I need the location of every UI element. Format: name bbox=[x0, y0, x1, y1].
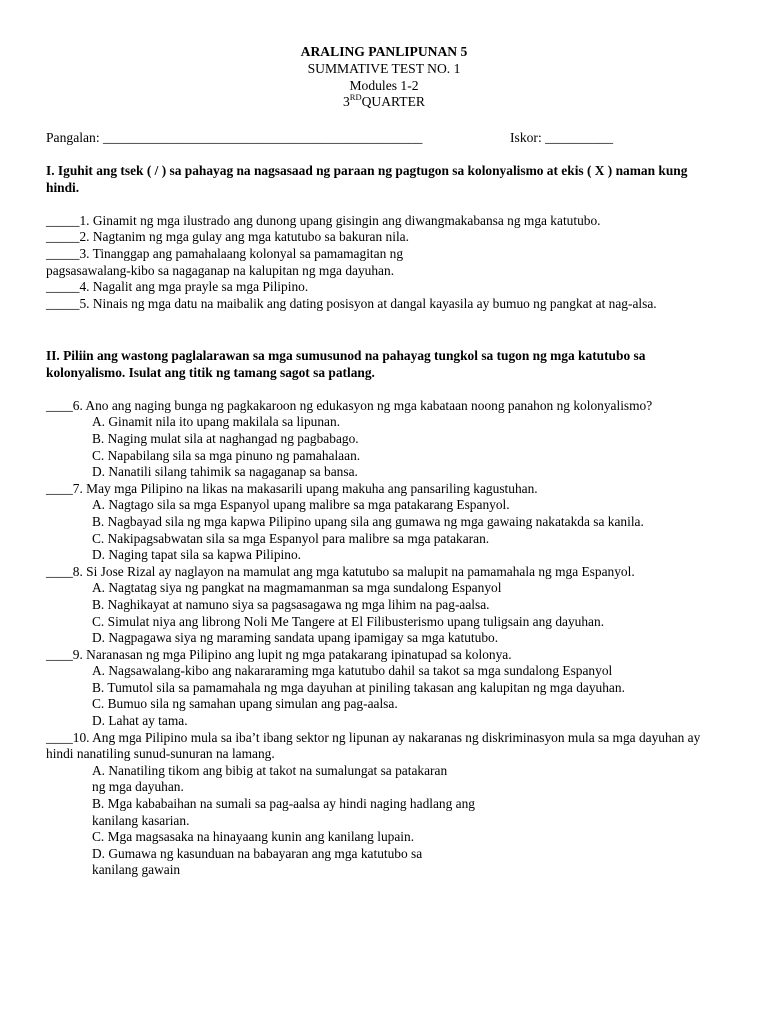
question-stem: ____10. Ang mga Pilipino mula sa iba’t ibang sektor ng lipunan ay nakaranas ng diskriminasyon mula sa mga dayuhan ay hindi nanatiling sunud-sunuran na lamang. bbox=[46, 729, 701, 762]
choice-c: C. Simulat niya ang librong Noli Me Tangere at El Filibusterismo upang tuligsain ang dayuhan. bbox=[92, 613, 605, 629]
part-2-instruction: II. Piliin ang wastong paglalarawan sa mga sumusunod na pahayag tungkol sa tugon ng mga katutubo sa kolonyalismo. Isulat ang titik ng tamang sagot sa patlang. bbox=[46, 348, 646, 380]
question-9 bbox=[46, 647, 722, 730]
name-score-line bbox=[46, 130, 726, 147]
part-1-item: _____3. Tinanggap ang pamahalaang kolonyal sa pamamagitan ng bbox=[46, 245, 404, 261]
part-1-item: _____5. Ninais ng mga datu na maibalik ang dating posisyon at dangal kayasila ay bumuo ng pangkat at nag-alsa. bbox=[46, 295, 657, 311]
question-stem: ____8. Si Jose Rizal ay naglayon na mamulat ang mga katutubo sa malupit na pamamahala ng mga Espanyol. bbox=[46, 563, 635, 579]
choice-d: D. Nanatili silang tahimik sa nagaganap sa bansa. bbox=[92, 464, 358, 480]
question-stem: ____9. Naranasan ng mga Pilipino ang lupit ng mga patakarang ipinatupad sa kolonya. bbox=[46, 646, 512, 662]
part-1-item-continued: pagsasawalang-kibo sa nagaganap na kalupitan ng mga dayuhan. bbox=[46, 262, 395, 278]
choice-d: D. Lahat ay tama. bbox=[92, 713, 188, 729]
choice-a: A. Nagtago sila sa mga Espanyol upang malibre sa mga patakarang Espanyol. bbox=[92, 497, 510, 513]
choice-b: B. Naghikayat at namuno siya sa pagsasagawa ng mga lihim na pag-aalsa. bbox=[92, 596, 490, 612]
choice-c: C. Mga magsasaka na hinayaang kunin ang kanilang lupain. bbox=[92, 829, 415, 845]
choice-d: D. Gumawa ng kasunduan na babayaran ang mga katutubo sa bbox=[92, 845, 423, 861]
question-6 bbox=[46, 398, 722, 481]
question-stem: ____6. Ano ang naging bunga ng pagkakaroon ng edukasyon ng mga kabataan noong panahon ng kolonyalismo? bbox=[46, 397, 653, 413]
choice-b: B. Mga kababaihan na sumali sa pag-aalsa ay hindi naging hadlang ang bbox=[92, 796, 476, 812]
part-1-item: _____4. Nagalit ang mga prayle sa mga Pilipino. bbox=[46, 279, 309, 295]
name-blank[interactable]: _______________________________________________ bbox=[103, 130, 423, 145]
test-header bbox=[0, 44, 768, 111]
choice-a: A. Nagtatag siya ng pangkat na magmamanman sa mga sundalong Espanyol bbox=[92, 580, 502, 596]
quarter-number: 3 bbox=[343, 94, 350, 110]
choice-b: B. Nagbayad sila ng mga kapwa Pilipino upang sila ang gumawa ng mga gawaing nakatakda sa kanila. bbox=[92, 513, 644, 529]
choice-b-continued: kanilang kasarian. bbox=[92, 812, 190, 828]
choice-b: B. Tumutol sila sa pamamahala ng mga dayuhan at piniling takasan ang kalupitan ng mga dayuhan. bbox=[92, 679, 625, 695]
part-2 bbox=[46, 348, 722, 879]
score-field bbox=[510, 130, 613, 147]
part-1 bbox=[46, 163, 722, 312]
choice-a: A. Nanatiling tikom ang bibig at takot na sumalungat sa patakaran bbox=[92, 762, 448, 778]
part-1-item: _____2. Nagtanim ng mga gulay ang mga katutubo sa bakuran nila. bbox=[46, 229, 409, 245]
choice-d-continued: kanilang gawain bbox=[92, 862, 181, 878]
choice-a: A. Nagsawalang-kibo ang nakararaming mga katutubo dahil sa takot sa mga sundalong Espanyol bbox=[92, 663, 613, 679]
name-label: Pangalan: bbox=[46, 130, 104, 145]
score-label: Iskor: bbox=[510, 130, 546, 145]
quarter-ordinal: RD bbox=[349, 92, 362, 103]
quarter-label bbox=[0, 94, 768, 111]
score-blank[interactable]: __________ bbox=[545, 130, 614, 145]
choice-b: B. Naging mulat sila at naghangad ng pagbabago. bbox=[92, 430, 359, 446]
choice-a-continued: ng mga dayuhan. bbox=[92, 779, 184, 795]
part-1-item: _____1. Ginamit ng mga ilustrado ang dunong upang gisingin ang diwangmakabansa ng mga katutubo. bbox=[46, 212, 601, 228]
modules-label: Modules 1-2 bbox=[349, 77, 419, 93]
question-8 bbox=[46, 564, 722, 647]
subject-title: ARALING PANLIPUNAN 5 bbox=[300, 44, 468, 59]
choice-c: C. Napabilang sila sa mga pinuno ng pamahalaan. bbox=[92, 447, 361, 463]
choice-c: C. Bumuo sila ng samahan upang simulan ang pag-aalsa. bbox=[92, 696, 398, 712]
question-stem: ____7. May mga Pilipino na likas na makasarili upang makuha ang pansariling kagustuhan. bbox=[46, 480, 538, 496]
choice-d: D. Nagpagawa siya ng maraming sandata upang ipamigay sa mga katutubo. bbox=[92, 630, 499, 646]
question-7 bbox=[46, 481, 722, 564]
part-1-instruction: I. Iguhit ang tsek ( / ) sa pahayag na nagsasaad ng paraan ng pagtugon sa kolonyalismo at ekis ( X ) naman kung hindi. bbox=[46, 163, 688, 195]
choice-c: C. Nakipagsabwatan sila sa mga Espanyol para malibre sa mga patakaran. bbox=[92, 530, 490, 546]
choice-d: D. Naging tapat sila sa kapwa Pilipino. bbox=[92, 547, 302, 563]
question-10 bbox=[46, 730, 722, 879]
quarter-word: QUARTER bbox=[361, 94, 425, 110]
choice-a: A. Ginamit nila ito upang makilala sa lipunan. bbox=[92, 414, 341, 430]
test-title: SUMMATIVE TEST NO. 1 bbox=[307, 60, 461, 76]
